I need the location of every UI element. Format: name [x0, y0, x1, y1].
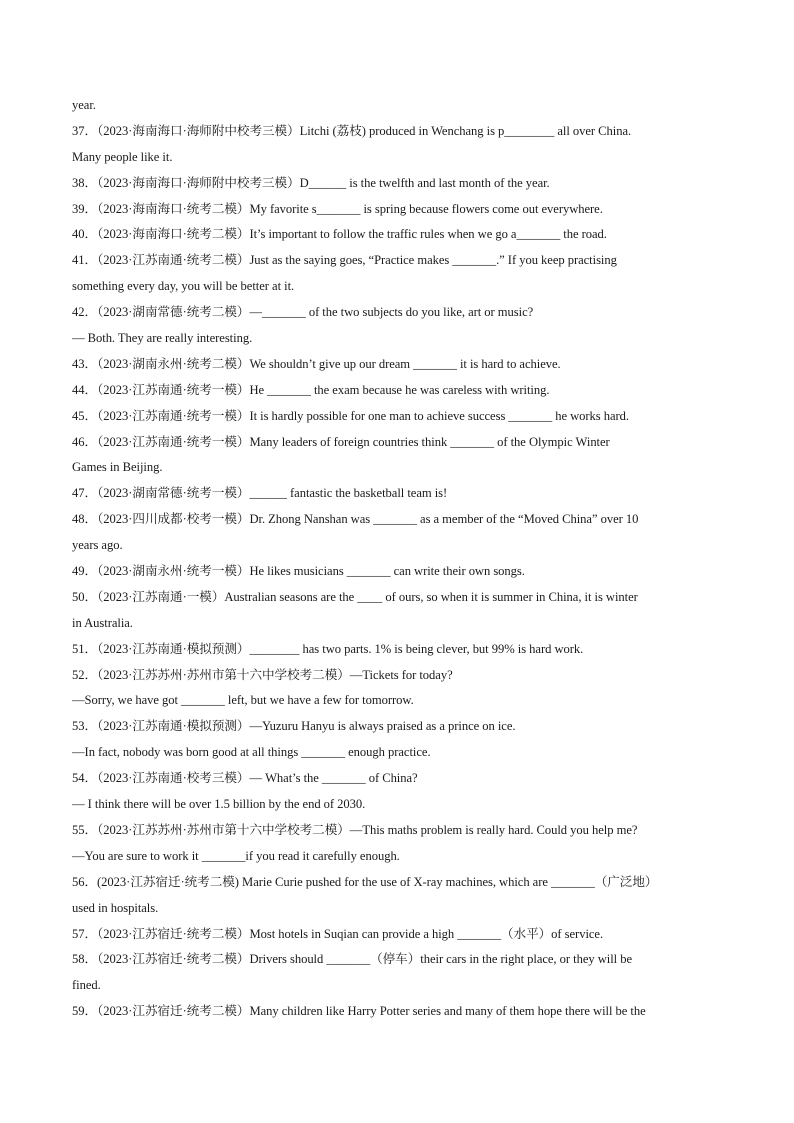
- text-line: — Both. They are really interesting.: [72, 331, 253, 346]
- question-51: 51．（2023·江苏南通·模拟预测）________ has two parts. 1% is being clever, but 99% is hard work.: [72, 641, 584, 656]
- question-54: 54．（2023·江苏南通·校考三模）— What’s the _______ of China?: [72, 771, 418, 786]
- question-48: 48．（2023·四川成都·校考一模）Dr. Zhong Nanshan was _______ as a member of the “Moved China” over 10: [72, 512, 639, 527]
- question-43: 43．（2023·湖南永州·统考二模）We shouldn’t give up our dream _______ it is hard to achieve.: [72, 356, 561, 371]
- question-55: 55．（2023·江苏苏州·苏州市第十六中学校考二模）—This maths problem is really hard. Could you help me?: [72, 822, 638, 837]
- question-42: 42．（2023·湖南常德·统考二模）—_______ of the two subjects do you like, art or music?: [72, 305, 534, 320]
- text-line: in Australia.: [72, 615, 133, 630]
- text-line: years ago.: [72, 538, 123, 553]
- question-41: 41．（2023·江苏南通·统考二模）Just as the saying goes, “Practice makes _______.” If you keep practising: [72, 253, 617, 268]
- question-49: 49．（2023·湖南永州·统考一模）He likes musicians _______ can write their own songs.: [72, 564, 525, 579]
- text-line: year.: [72, 98, 96, 112]
- text-line: —Sorry, we have got _______ left, but we have a few for tomorrow.: [72, 693, 414, 708]
- question-58: 58．（2023·江苏宿迁·统考二模）Drivers should _______（停车）their cars in the right place, or they will be: [72, 952, 632, 967]
- question-40: 40．（2023·海南海口·统考二模）It’s important to follow the traffic rules when we go a_______ the road.: [72, 227, 607, 242]
- text-line: fined.: [72, 978, 101, 993]
- text-line: something every day, you will be better at it.: [72, 279, 295, 294]
- text-line: Many people like it.: [72, 149, 173, 164]
- text-line: —You are sure to work it _______if you read it carefully enough.: [72, 848, 400, 863]
- question-39: 39．（2023·海南海口·统考二模）My favorite s_______ is spring because flowers come out everywhere.: [72, 201, 603, 216]
- question-37: 37．（2023·海南海口·海师附中校考三模）Litchi (荔枝) produced in Wenchang is p________ all over China.: [72, 123, 632, 138]
- question-47: 47．（2023·湖南常德·统考一模）______ fantastic the basketball team is!: [72, 486, 448, 501]
- question-50: 50．（2023·江苏南通·一模）Australian seasons are the ____ of ours, so when it is summer in China, it is winter: [72, 589, 638, 604]
- text-line: used in hospitals.: [72, 900, 159, 915]
- question-59: 59．（2023·江苏宿迁·统考二模）Many children like Harry Potter series and many of them hope there will be the: [72, 1004, 646, 1019]
- question-list: [72, 93, 724, 1025]
- question-44: 44．（2023·江苏南通·统考一模）He _______ the exam because he was careless with writing.: [72, 382, 550, 397]
- text-line: Games in Beijing.: [72, 460, 163, 475]
- text-line: — I think there will be over 1.5 billion by the end of 2030.: [72, 797, 366, 812]
- question-52: 52．（2023·江苏苏州·苏州市第十六中学校考二模）—Tickets for today?: [72, 667, 453, 682]
- question-53: 53．（2023·江苏南通·模拟预测）—Yuzuru Hanyu is always praised as a prince on ice.: [72, 719, 516, 734]
- question-57: 57．（2023·江苏宿迁·统考二模）Most hotels in Suqian can provide a high _______（水平）of service.: [72, 926, 604, 941]
- text-line: —In fact, nobody was born good at all things _______ enough practice.: [72, 745, 431, 760]
- question-38: 38．（2023·海南海口·海师附中校考三模）D______ is the twelfth and last month of the year.: [72, 175, 550, 190]
- question-45: 45．（2023·江苏南通·统考一模）It is hardly possible for one man to achieve success _______ he works hard.: [72, 408, 630, 423]
- question-46: 46．（2023·江苏南通·统考一模）Many leaders of foreign countries think _______ of the Olympic Winter: [72, 434, 610, 449]
- question-56: 56．(2023·江苏宿迁·统考二模) Marie Curie pushed for the use of X-ray machines, which are _______（广泛地）: [72, 874, 658, 889]
